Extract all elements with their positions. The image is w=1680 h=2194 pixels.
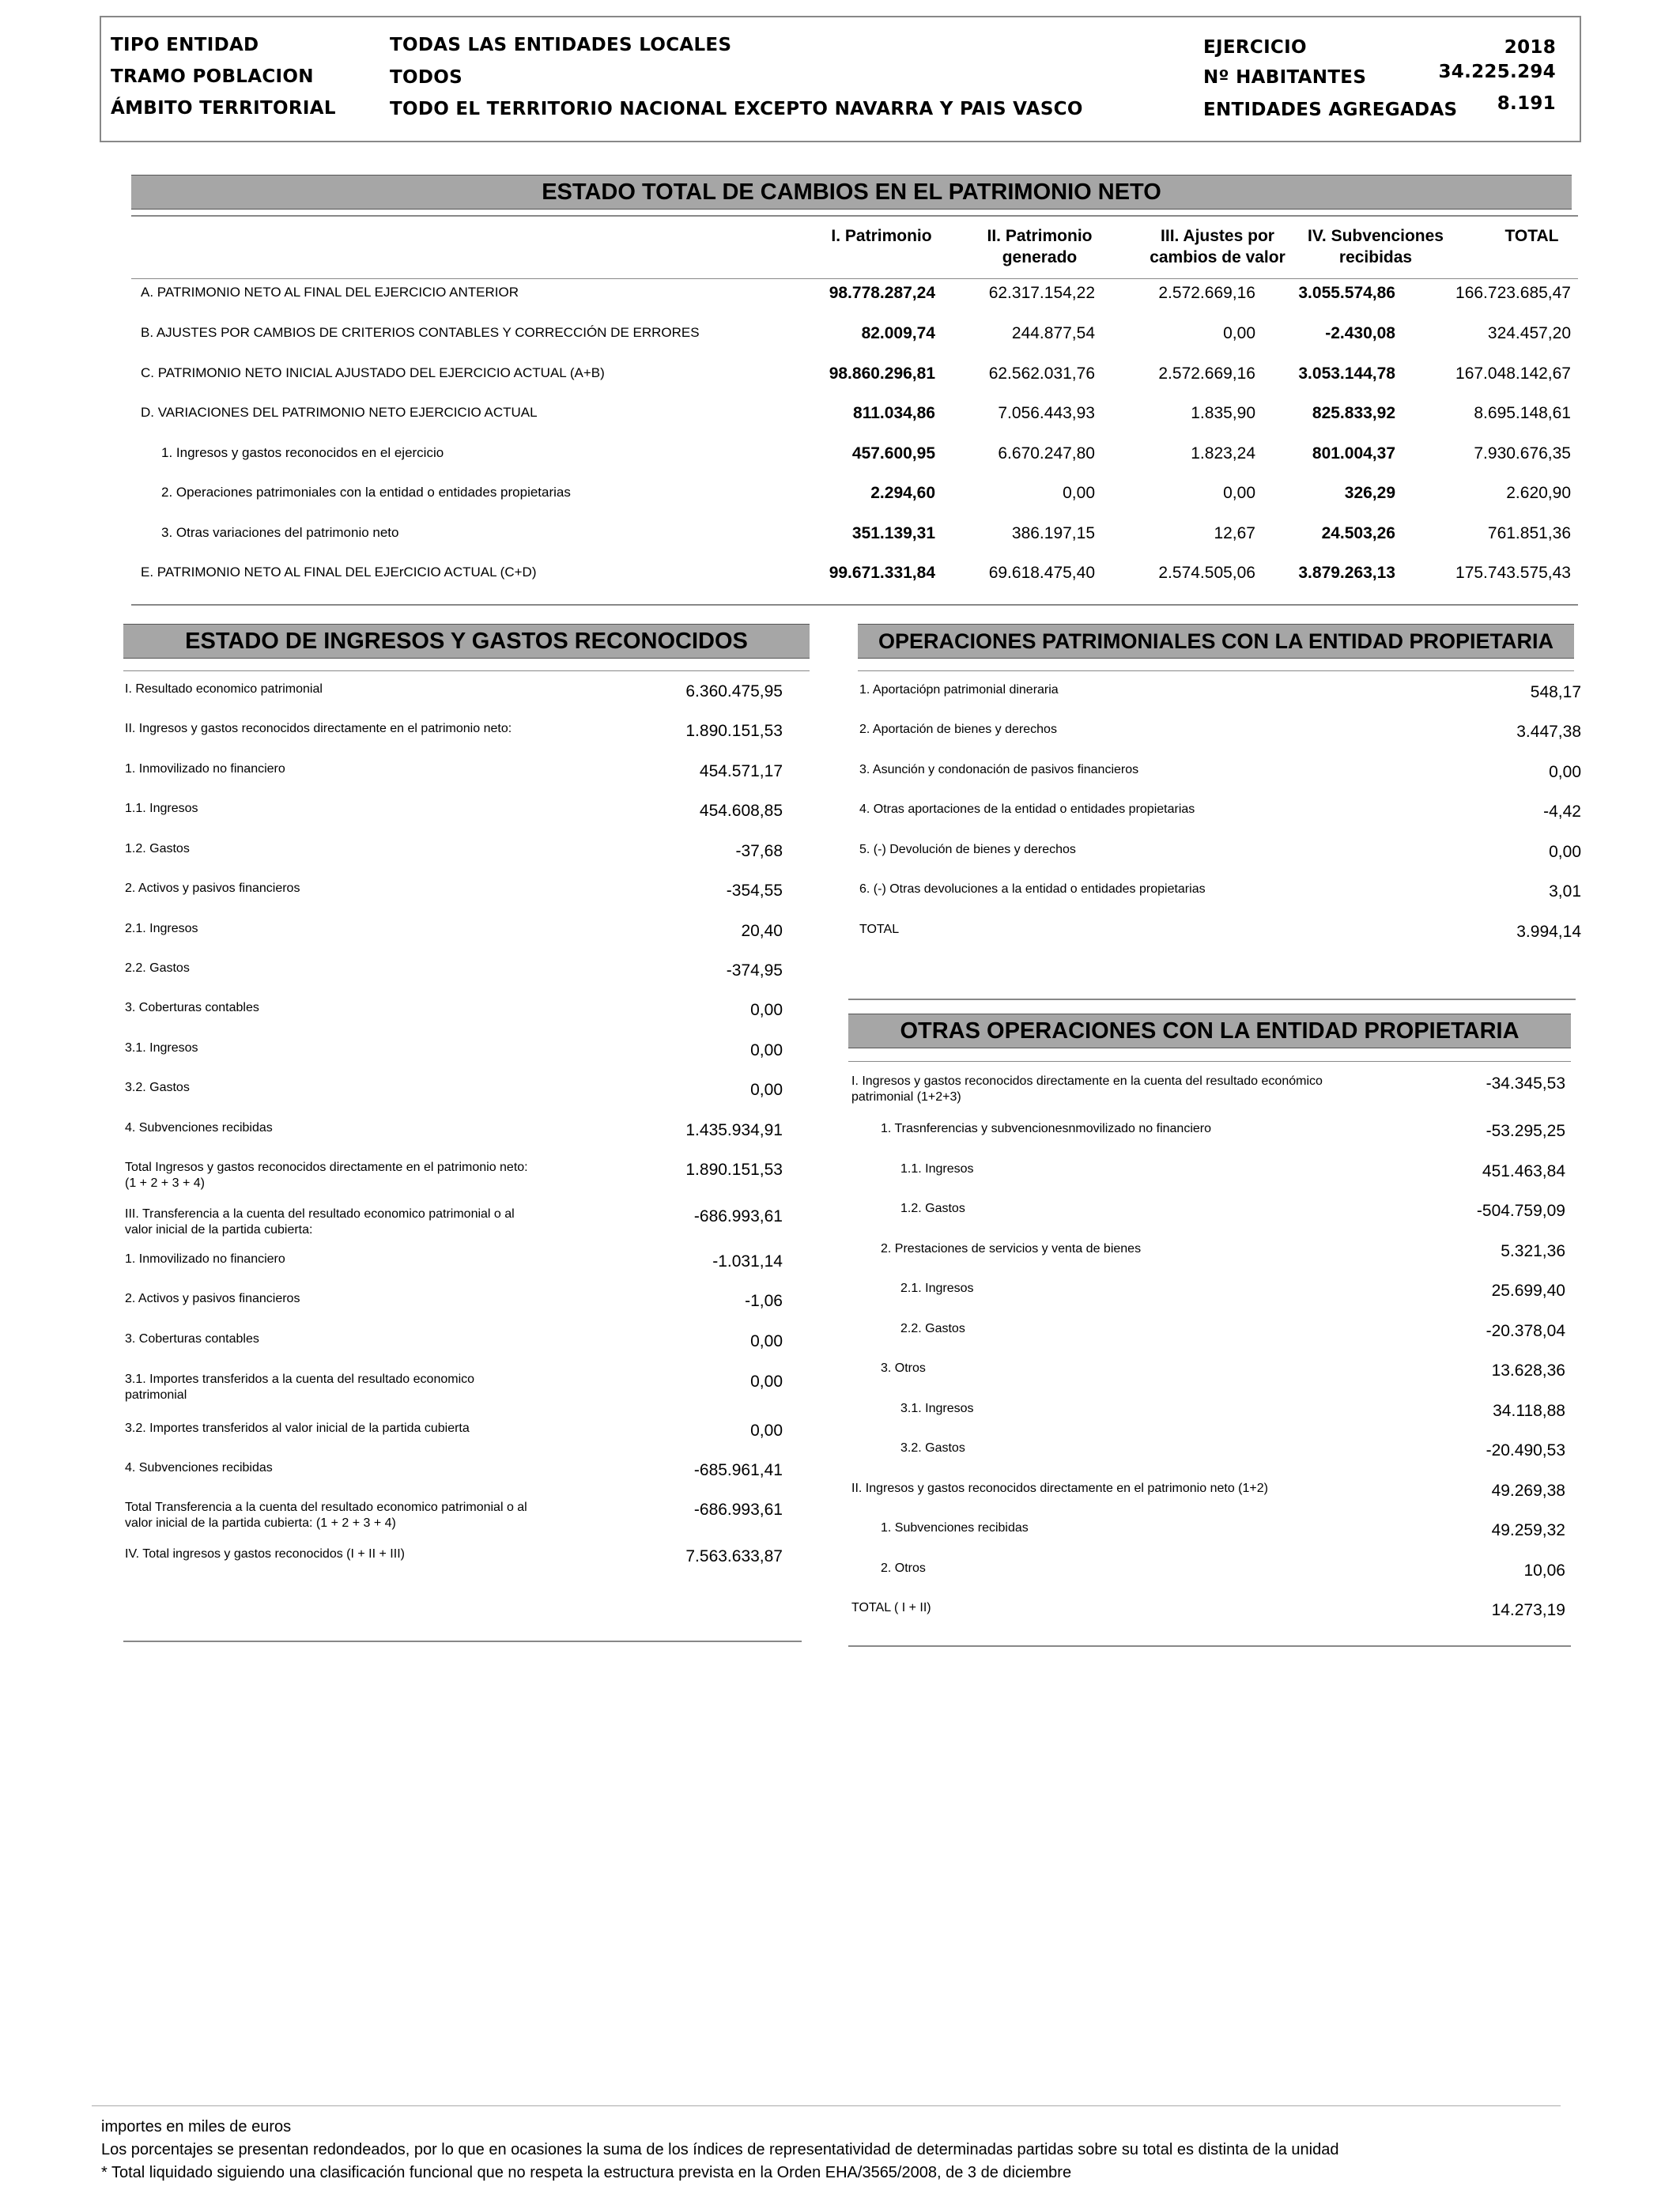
ig-row-value: 454.571,17 bbox=[699, 762, 783, 780]
ig-row-value: 0,00 bbox=[750, 1422, 783, 1440]
col-header-total: TOTAL bbox=[1504, 227, 1559, 245]
ig-row-label: 3.1. Importes transferidos a la cuenta del resultado economico patrimonial bbox=[125, 1373, 475, 1402]
ig-row-value: 454.608,85 bbox=[699, 802, 783, 820]
ig-row-label: 3. Coberturas contables bbox=[125, 1001, 259, 1014]
op-row-value: -4,42 bbox=[1543, 802, 1581, 821]
tramo-poblacion-value: TODOS bbox=[390, 67, 462, 88]
ig-row-label: IV. Total ingresos y gastos reconocidos (I + II + III) bbox=[125, 1547, 405, 1561]
otras-row-value: -53.295,25 bbox=[1486, 1122, 1565, 1140]
patrimonio-row-value: 326,29 bbox=[1344, 484, 1395, 502]
ejercicio-value: 2018 bbox=[1504, 37, 1556, 58]
patrimonio-row-label: B. AJUSTES POR CAMBIOS DE CRITERIOS CONTABLES Y CORRECCIÓN DE ERRORES bbox=[141, 325, 700, 340]
patrimonio-row-value: 166.723.685,47 bbox=[1455, 284, 1571, 302]
op-row-label: 4. Otras aportaciones de la entidad o entidades propietarias bbox=[859, 802, 1195, 816]
divider bbox=[858, 670, 1574, 671]
patrimonio-row-label: D. VARIACIONES DEL PATRIMONIO NETO EJERCICIO ACTUAL bbox=[141, 405, 538, 420]
patrimonio-row-label: 1. Ingresos y gastos reconocidos en el ejercicio bbox=[161, 445, 444, 460]
patrimonio-row-value: 6.670.247,80 bbox=[998, 444, 1095, 463]
divider bbox=[848, 999, 1576, 1000]
ig-row-label: 3.1. Ingresos bbox=[125, 1041, 198, 1055]
col-header-subvenciones: IV. Subvenciones recibidas bbox=[1308, 227, 1444, 266]
divider bbox=[123, 670, 810, 671]
otras-row-value: -20.378,04 bbox=[1486, 1322, 1565, 1340]
footer-note-percent: Los porcentajes se presentan redondeados, por lo que en ocasiones la suma de los índices de representatividad de determinadas partidas sobre su total es distinta de la unidad bbox=[101, 2141, 1339, 2158]
header-box bbox=[100, 16, 1581, 142]
ig-row-label: Total Transferencia a la cuenta del resultado economico patrimonial o al valor inicial de la partida cubierta: (1 + 2 + 3 + 4) bbox=[125, 1501, 527, 1530]
patrimonio-row-value: 825.833,92 bbox=[1312, 404, 1395, 422]
ig-row-label: II. Ingresos y gastos reconocidos directamente en el patrimonio neto: bbox=[125, 722, 512, 735]
patrimonio-row-value: 2.574.505,06 bbox=[1158, 564, 1255, 582]
otras-row-value: -34.345,53 bbox=[1486, 1074, 1565, 1093]
ig-row-label: 2.1. Ingresos bbox=[125, 922, 198, 935]
patrimonio-row-value: 98.860.296,81 bbox=[829, 364, 935, 383]
ig-row-label: 2. Activos y pasivos financieros bbox=[125, 1292, 300, 1305]
patrimonio-row-value: 761.851,36 bbox=[1487, 524, 1571, 542]
patrimonio-row-value: 167.048.142,67 bbox=[1455, 364, 1571, 383]
patrimonio-row-value: 12,67 bbox=[1214, 524, 1255, 542]
col-header-patrimonio: I. Patrimonio bbox=[831, 227, 932, 245]
patrimonio-row-value: 386.197,15 bbox=[1011, 524, 1095, 542]
otras-row-value: 13.628,36 bbox=[1491, 1361, 1565, 1380]
divider bbox=[848, 1061, 1571, 1062]
op-row-label: TOTAL bbox=[859, 923, 900, 936]
ig-row-value: 1.890.151,53 bbox=[685, 1161, 783, 1179]
tipo-entidad-value: TODAS LAS ENTIDADES LOCALES bbox=[390, 35, 732, 55]
ig-row-label: 3. Coberturas contables bbox=[125, 1332, 259, 1346]
patrimonio-row-label: 3. Otras variaciones del patrimonio neto bbox=[161, 525, 399, 540]
tipo-entidad-label: TIPO ENTIDAD bbox=[111, 35, 259, 55]
op-row-label: 1. Aportaciópn patrimonial dineraria bbox=[859, 683, 1059, 697]
otras-row-label: TOTAL ( I + II) bbox=[851, 1601, 931, 1614]
ig-row-value: 0,00 bbox=[750, 1332, 783, 1350]
otras-row-value: 5.321,36 bbox=[1501, 1242, 1565, 1260]
patrimonio-title: ESTADO TOTAL DE CAMBIOS EN EL PATRIMONIO NETO bbox=[131, 175, 1572, 210]
patrimonio-row-value: 0,00 bbox=[1223, 324, 1255, 342]
otras-row-label: 1.1. Ingresos bbox=[900, 1162, 974, 1176]
otras-row-label: 2. Otros bbox=[881, 1561, 926, 1575]
op-row-value: 3.994,14 bbox=[1516, 923, 1581, 941]
op-row-value: 3,01 bbox=[1549, 882, 1581, 901]
otras-row-value: 10,06 bbox=[1523, 1561, 1565, 1580]
patrimonio-row-value: 7.056.443,93 bbox=[998, 404, 1095, 422]
patrimonio-row-value: 3.055.574,86 bbox=[1298, 284, 1395, 302]
ig-row-value: -685.961,41 bbox=[693, 1461, 783, 1479]
divider bbox=[123, 1641, 802, 1642]
otras-row-value: 34.118,88 bbox=[1493, 1402, 1565, 1420]
ig-row-value: 1.435.934,91 bbox=[685, 1121, 783, 1139]
otras-row-label: 1.2. Gastos bbox=[900, 1202, 965, 1215]
otras-row-value: -504.759,09 bbox=[1476, 1202, 1565, 1220]
patrimonio-row-value: 0,00 bbox=[1223, 484, 1255, 502]
ig-row-value: -686.993,61 bbox=[693, 1501, 783, 1519]
patrimonio-row-value: 2.572.669,16 bbox=[1158, 364, 1255, 383]
ig-row-label: I. Resultado economico patrimonial bbox=[125, 682, 323, 696]
ig-row-value: 1.890.151,53 bbox=[685, 722, 783, 740]
op-row-label: 2. Aportación de bienes y derechos bbox=[859, 723, 1057, 736]
op-row-value: 3.447,38 bbox=[1516, 723, 1581, 741]
op-row-value: 548,17 bbox=[1530, 683, 1581, 701]
ig-row-label: 4. Subvenciones recibidas bbox=[125, 1461, 273, 1475]
ingresos-gastos-title: ESTADO DE INGRESOS Y GASTOS RECONOCIDOS bbox=[123, 624, 810, 659]
ig-row-value: -686.993,61 bbox=[693, 1207, 783, 1225]
patrimonio-row-label: E. PATRIMONIO NETO AL FINAL DEL EJErCICIO ACTUAL (C+D) bbox=[141, 565, 537, 580]
patrimonio-row-value: 811.034,86 bbox=[853, 404, 935, 422]
patrimonio-row-value: 324.457,20 bbox=[1487, 324, 1571, 342]
ig-row-label: 2.2. Gastos bbox=[125, 961, 190, 975]
ig-row-value: -37,68 bbox=[735, 842, 783, 860]
ig-row-value: -354,55 bbox=[726, 882, 783, 900]
divider bbox=[131, 278, 1578, 279]
patrimonio-row-label: C. PATRIMONIO NETO INICIAL AJUSTADO DEL EJERCICIO ACTUAL (A+B) bbox=[141, 365, 605, 380]
patrimonio-row-value: 244.877,54 bbox=[1011, 324, 1095, 342]
patrimonio-row-label: A. PATRIMONIO NETO AL FINAL DEL EJERCICIO ANTERIOR bbox=[141, 285, 519, 300]
patrimonio-row-value: -2.430,08 bbox=[1325, 324, 1395, 342]
patrimonio-row-value: 62.317.154,22 bbox=[988, 284, 1095, 302]
operaciones-title: OPERACIONES PATRIMONIALES CON LA ENTIDAD PROPIETARIA bbox=[858, 624, 1574, 659]
patrimonio-row-value: 351.139,31 bbox=[851, 524, 935, 542]
otras-row-label: 3.1. Ingresos bbox=[900, 1402, 974, 1415]
ig-row-value: 7.563.633,87 bbox=[685, 1547, 783, 1565]
otras-row-label: 2.2. Gastos bbox=[900, 1322, 965, 1335]
op-row-value: 0,00 bbox=[1549, 763, 1581, 781]
divider bbox=[131, 215, 1578, 217]
patrimonio-row-value: 82.009,74 bbox=[861, 324, 935, 342]
otras-row-label: 3. Otros bbox=[881, 1361, 926, 1375]
otras-row-label: 1. Subvenciones recibidas bbox=[881, 1521, 1029, 1535]
op-row-label: 6. (-) Otras devoluciones a la entidad o entidades propietarias bbox=[859, 882, 1206, 896]
ig-row-label: 4. Subvenciones recibidas bbox=[125, 1121, 273, 1135]
patrimonio-row-value: 0,00 bbox=[1063, 484, 1095, 502]
otras-row-value: 49.269,38 bbox=[1491, 1482, 1565, 1500]
patrimonio-row-value: 1.823,24 bbox=[1191, 444, 1255, 463]
otras-row-value: 451.463,84 bbox=[1482, 1162, 1565, 1180]
col-header-patrimonio-generado: II. Patrimonio generado bbox=[987, 227, 1093, 266]
agregadas-label: ENTIDADES AGREGADAS bbox=[1203, 100, 1458, 120]
ig-row-label: 1.2. Gastos bbox=[125, 842, 190, 855]
op-row-label: 5. (-) Devolución de bienes y derechos bbox=[859, 843, 1076, 856]
patrimonio-row-value: 801.004,37 bbox=[1312, 444, 1395, 463]
patrimonio-row-value: 7.930.676,35 bbox=[1474, 444, 1571, 463]
patrimonio-row-value: 99.671.331,84 bbox=[829, 564, 935, 582]
patrimonio-row-value: 98.778.287,24 bbox=[829, 284, 935, 302]
habitantes-label: Nº HABITANTES bbox=[1203, 67, 1367, 88]
otras-row-value: 49.259,32 bbox=[1491, 1521, 1565, 1539]
patrimonio-row-value: 8.695.148,61 bbox=[1474, 404, 1571, 422]
patrimonio-row-value: 175.743.575,43 bbox=[1455, 564, 1571, 582]
ig-row-value: 0,00 bbox=[750, 1041, 783, 1059]
patrimonio-row-value: 1.835,90 bbox=[1191, 404, 1255, 422]
tramo-poblacion-label: TRAMO POBLACION bbox=[111, 66, 314, 87]
divider bbox=[848, 1645, 1571, 1647]
ig-row-value: 20,40 bbox=[741, 922, 783, 940]
patrimonio-row-value: 457.600,95 bbox=[851, 444, 935, 463]
patrimonio-row-value: 3.879.263,13 bbox=[1298, 564, 1395, 582]
patrimonio-row-label: 2. Operaciones patrimoniales con la entidad o entidades propietarias bbox=[161, 485, 571, 500]
ig-row-value: -374,95 bbox=[726, 961, 783, 980]
otras-row-label: 2. Prestaciones de servicios y venta de bienes bbox=[881, 1242, 1142, 1256]
otras-row-label: 1. Trasnferencias y subvencionesnmovilizado no financiero bbox=[881, 1122, 1212, 1135]
patrimonio-row-value: 2.294,60 bbox=[870, 484, 935, 502]
ig-row-value: 6.360.475,95 bbox=[685, 682, 783, 700]
patrimonio-row-value: 3.053.144,78 bbox=[1298, 364, 1395, 383]
habitantes-value: 34.225.294 bbox=[1438, 62, 1556, 82]
otras-row-label: 2.1. Ingresos bbox=[900, 1282, 974, 1295]
ig-row-label: 3.2. Importes transferidos al valor inicial de la partida cubierta bbox=[125, 1422, 470, 1435]
otras-row-value: -20.490,53 bbox=[1486, 1441, 1565, 1460]
ig-row-value: -1,06 bbox=[745, 1292, 783, 1310]
ig-row-value: 0,00 bbox=[750, 1001, 783, 1019]
ig-row-value: 0,00 bbox=[750, 1081, 783, 1099]
patrimonio-row-value: 62.562.031,76 bbox=[988, 364, 1095, 383]
divider bbox=[131, 604, 1578, 606]
footer-divider bbox=[92, 2105, 1561, 2106]
otras-row-value: 14.273,19 bbox=[1491, 1601, 1565, 1619]
patrimonio-row-value: 2.620,90 bbox=[1506, 484, 1571, 502]
ig-row-label: 3.2. Gastos bbox=[125, 1081, 190, 1094]
otras-title: OTRAS OPERACIONES CON LA ENTIDAD PROPIETARIA bbox=[848, 1014, 1571, 1048]
ig-row-label: 1. Inmovilizado no financiero bbox=[125, 762, 285, 776]
ig-row-value: 0,00 bbox=[750, 1373, 783, 1391]
otras-row-value: 25.699,40 bbox=[1491, 1282, 1565, 1300]
ig-row-label: 1. Inmovilizado no financiero bbox=[125, 1252, 285, 1266]
footer-units: importes en miles de euros bbox=[101, 2118, 292, 2135]
agregadas-value: 8.191 bbox=[1497, 93, 1556, 114]
op-row-label: 3. Asunción y condonación de pasivos financieros bbox=[859, 763, 1139, 776]
ambito-label: ÁMBITO TERRITORIAL bbox=[111, 98, 336, 119]
otras-row-label: 3.2. Gastos bbox=[900, 1441, 965, 1455]
ig-row-value: -1.031,14 bbox=[712, 1252, 783, 1271]
otras-row-label: II. Ingresos y gastos reconocidos directamente en el patrimonio neto (1+2) bbox=[851, 1482, 1268, 1495]
patrimonio-row-value: 69.618.475,40 bbox=[988, 564, 1095, 582]
patrimonio-row-value: 24.503,26 bbox=[1321, 524, 1395, 542]
ig-row-label: 2. Activos y pasivos financieros bbox=[125, 882, 300, 895]
patrimonio-row-value: 2.572.669,16 bbox=[1158, 284, 1255, 302]
otras-row-label: I. Ingresos y gastos reconocidos directamente en la cuenta del resultado económico patrimonial (1+2+3) bbox=[851, 1074, 1323, 1104]
ig-row-label: Total Ingresos y gastos reconocidos directamente en el patrimonio neto: (1 + 2 + 3 + 4) bbox=[125, 1161, 528, 1190]
ig-row-label: III. Transferencia a la cuenta del resultado economico patrimonial o al valor inicial de la partida cubierta: bbox=[125, 1207, 515, 1237]
ig-row-label: 1.1. Ingresos bbox=[125, 802, 198, 815]
ambito-value: TODO EL TERRITORIO NACIONAL EXCEPTO NAVARRA Y PAIS VASCO bbox=[390, 99, 1083, 119]
col-header-ajustes: III. Ajustes por cambios de valor bbox=[1150, 227, 1285, 266]
footer-note-total: * Total liquidado siguiendo una clasificación funcional que no respeta la estructura prevista en la Orden EHA/3565/2008, de 3 de diciembre bbox=[101, 2164, 1072, 2181]
ejercicio-label: EJERCICIO bbox=[1203, 37, 1307, 58]
op-row-value: 0,00 bbox=[1549, 843, 1581, 861]
